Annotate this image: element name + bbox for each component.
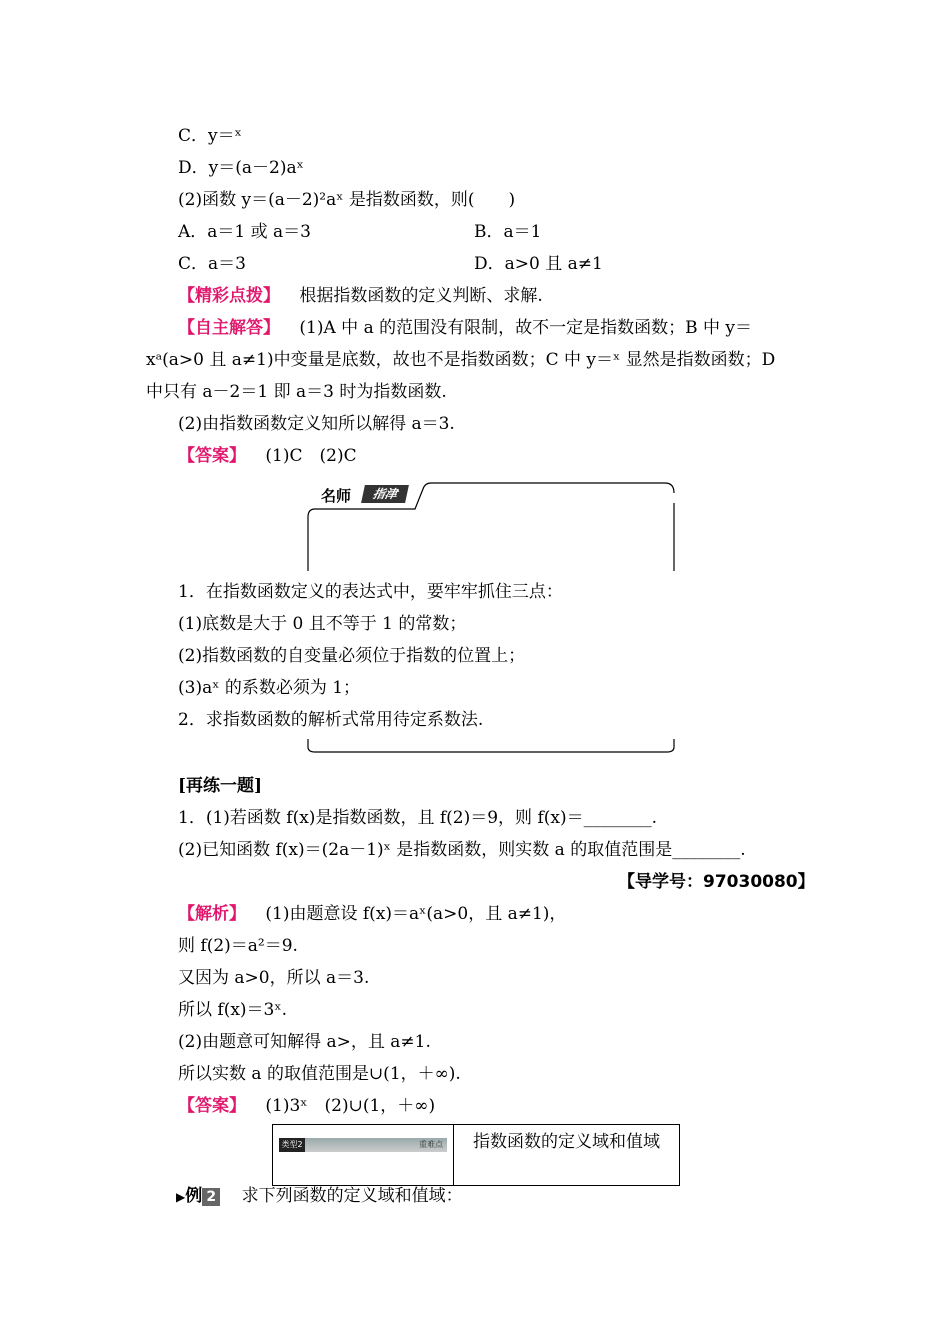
type-header-left <box>273 1125 454 1185</box>
self-answer-line4: (2)由指数函数定义知所以解得 a＝3. <box>178 414 455 434</box>
analysis-line1 <box>178 902 566 926</box>
analysis-line5: (2)由题意可知解得 a>，且 a≠1. <box>178 1032 431 1052</box>
answer-label-2: 【答案】 <box>178 1096 246 1116</box>
answer-line-2 <box>178 1094 435 1118</box>
analysis-line2: 则 f(2)＝a²＝9. <box>178 936 298 956</box>
analysis-line3: 又因为 a>0，所以 a＝3. <box>178 968 370 988</box>
example-text: 求下列函数的定义域和值域： <box>241 1186 463 1206</box>
example-badge <box>176 1184 220 1209</box>
self-answer-text1: (1)A 中 a 的范围没有限制，故不一定是指数函数；B 中 y＝ <box>299 318 753 338</box>
analysis-text1: (1)由题意设 f(x)＝aˣ(a>0，且 a≠1)， <box>265 904 567 924</box>
teacher-line-4: (3)aˣ 的系数必须为 1； <box>178 678 361 698</box>
tip-line <box>178 284 543 308</box>
example-arrow-icon: ▶ <box>176 1190 186 1204</box>
tip-text: 根据指数函数的定义判断、求解. <box>299 286 543 306</box>
answer-line-1 <box>178 444 357 468</box>
q2-option-d: D．a>0 且 a≠1 <box>474 254 603 274</box>
q2-option-b: B．a＝1 <box>474 222 542 242</box>
analysis-label: 【解析】 <box>178 904 246 924</box>
teacher-box-badge: 指津 <box>361 485 409 503</box>
question-2: (2)函数 y＝(a－2)²aˣ 是指数函数，则( ) <box>178 190 516 210</box>
teacher-line-3: (2)指数函数的自变量必须位于指数的位置上； <box>178 646 526 666</box>
practice-q1: 1．(1)若函数 f(x)是指数函数，且 f(2)＝9，则 f(x)＝________. <box>178 808 657 828</box>
answer-text-2: (1)3ˣ (2)∪(1，＋∞) <box>265 1096 436 1116</box>
self-answer-line1 <box>178 316 752 340</box>
practice-q2: (2)已知函数 f(x)＝(2a－1)ˣ 是指数函数，则实数 a 的取值范围是________. <box>178 840 746 860</box>
answer-label-1: 【答案】 <box>178 446 246 466</box>
q2-option-a: A．a＝1 或 a＝3 <box>178 222 311 242</box>
type-difficulty: 重难点 <box>419 1140 443 1149</box>
tip-label: 【精彩点拨】 <box>178 286 280 306</box>
q2-option-c: C．a＝3 <box>178 254 246 274</box>
option-d-line: D．y＝(a－2)aˣ <box>178 158 304 178</box>
type-title: 指数函数的定义域和值域 <box>473 1132 660 1152</box>
analysis-line6: 所以实数 a 的取值范围是∪(1，＋∞). <box>178 1064 461 1084</box>
self-answer-line2: xᵃ(a>0 且 a≠1)中变量是底数，故也不是指数函数；C 中 y＝ˣ 显然是指数函数；D <box>146 350 776 370</box>
teacher-line-1: 1．在指数函数定义的表达式中，要牢牢抓住三点： <box>178 582 563 602</box>
option-c-line: C．y＝ˣ <box>178 126 242 146</box>
example-label: 例 <box>185 1186 203 1206</box>
teacher-box-title: 名师 <box>321 487 352 505</box>
guide-number: 【导学号：97030080】 <box>618 872 815 892</box>
example-line <box>176 1184 463 1209</box>
practice-title: [再练一题] <box>178 776 263 796</box>
teacher-line-5: 2．求指数函数的解析式常用待定系数法. <box>178 710 484 730</box>
teacher-line-2: (1)底数是大于 0 且不等于 1 的常数； <box>178 614 467 634</box>
type-tag: 类型2 <box>279 1138 305 1152</box>
example-number: 2 <box>202 1188 220 1206</box>
analysis-line4: 所以 f(x)＝3ˣ. <box>178 1000 287 1020</box>
self-answer-label: 【自主解答】 <box>178 318 280 338</box>
type-header-box <box>272 1124 680 1186</box>
self-answer-line3: 中只有 a－2＝1 即 a＝3 时为指数函数. <box>146 382 447 402</box>
answer-text-1: (1)C (2)C <box>265 446 357 466</box>
